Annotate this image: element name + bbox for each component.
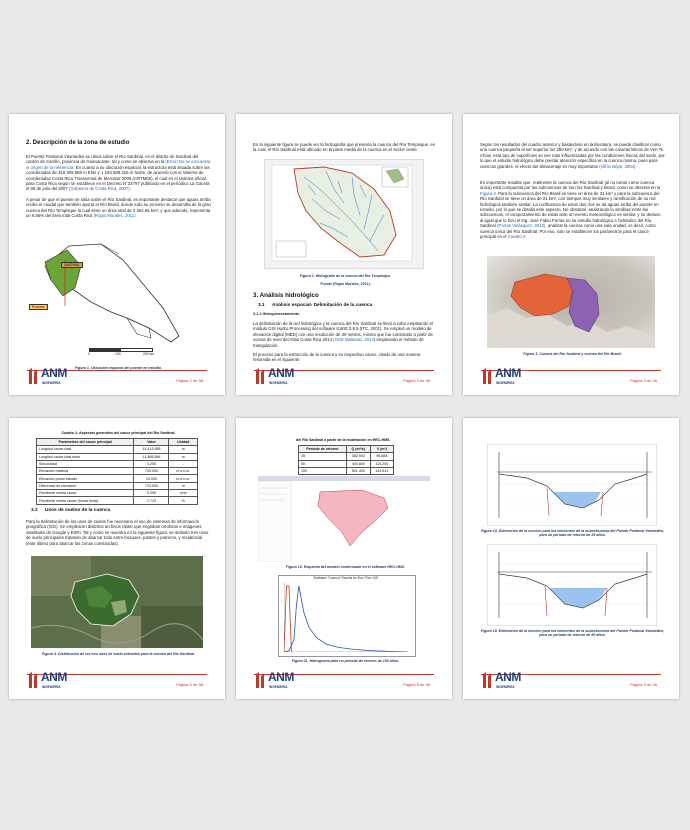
figure-caption: Figura 15. Estimación de la sección para los elementos de la subestructura del Puente Peatonal Vásmedes, para un período de retorno de 50 años. (480, 629, 665, 637)
reference-link[interactable]: (Ortiz Malavasi, 2014) (333, 337, 376, 343)
table-row (37, 468, 198, 475)
subsubsection-title: 3.1.1 Hidroprocesamiento (253, 312, 300, 316)
cross-section-25-chart (487, 444, 657, 526)
params-cell: Sinuosidad (37, 460, 134, 467)
page-number: Página 9 de 38 (630, 682, 657, 687)
text: El Puente Peatonal Vásmedes se ubica sobre el Río Sardinal, en el distrito de Sardinal del cantón de Carrillo, provincia de Guanacaste, tal y como se observa en la (26, 154, 199, 165)
table-row (37, 475, 198, 482)
logo-sub: INGENIERÍA (496, 685, 515, 689)
paragraph (26, 197, 211, 219)
page-number: Página 3 de 38 (403, 378, 430, 383)
logo-mark-icon (256, 672, 268, 688)
params-cell: - (169, 460, 198, 467)
params-cell: Elevación punto estudio (37, 475, 134, 482)
params-cell: 733.000 (134, 468, 169, 475)
params-header-1: Valor (134, 439, 169, 446)
table-row (37, 490, 198, 497)
page-title: 2. Descripción de la zona de estudio (26, 140, 130, 146)
table-row (299, 467, 394, 474)
reference-link[interactable]: (Error! No se encuentra el origen de la referencia. (26, 159, 211, 170)
logo-word: ANM (268, 366, 294, 380)
flows-cell: 25 (299, 453, 347, 460)
reference-link[interactable]: (Gobierno de Costa Rica, 2007). (69, 186, 131, 192)
page-2 (236, 114, 452, 395)
flows-cell: 143.813 (370, 467, 393, 474)
logo-word: ANM (495, 670, 521, 684)
subsection-title: Usos de suelos de la cuenca (45, 508, 111, 513)
text: Es importante resaltar que, realmente la cuenca del Río Sardinal (al no tomar como cuenca única) está compuesta por las subcuencas de los ríos Sardinal y Brasil, como se observa en la (480, 180, 661, 191)
paragraph: En la siguiente figura se puede ver la hidrografía que presenta la cuenca del Río Tempisque, en la cual, el Río Sardinal está ubicado en la parte media de la cuenca en el sector oeste. (253, 142, 436, 153)
params-cell: Elevación máxima (37, 468, 134, 475)
text: En cuanto a su ubicación espacial, la estructura está situada sobre las coordenadas de 319 309.988 m Este y 1 153 588.316 m Norte, de acuerdo con el sistema de coordenadas Costa Rica Transversal de Mercator 2005 (CRTM05), el cual es el sistema oficial para Costa Rica según se establece en el Decreto N°33797 publicado en el periódico La Gaceta el 06 de julio del 2007 (26, 164, 210, 192)
flows-cell: 100 (299, 467, 347, 474)
subsection-title: Análisis espacial- Delimitación de la cuenca (272, 303, 373, 308)
figure-caption: Figura 11. Hidrograma para un período de retorno de 100 años. (291, 659, 400, 663)
watershed-terrain-map (487, 256, 655, 348)
text: La delimitación de la red hidrológica y la cuenca del Río Sardinal se llevó a cabo empleando el módulo GIS Hydro Processing del software ILWIS 3.8.5 (ITC, 2001). Se empleó un modelo de elevación digital (MED) con una resolución de 30 metros, misma que fue construido a partir de curvas de nivel del Atlas Costa Rica 2014 (253, 321, 434, 343)
flows-cell: 114.200 (370, 460, 393, 467)
table-caption: Cuadro 2. Aspectos generales del cauce principal del Río Sardinal. (61, 431, 176, 435)
paragraph (253, 321, 438, 348)
scale-label-0: 0 (88, 352, 90, 356)
reference-link[interactable]: (Rojas Morales, 2011). (93, 213, 137, 219)
text: analizar la cuenca como una sola unidad, es decir, como cuenca única del Río Sardinal. Por eso, solo se establecen los parámetros para el cauce principal en el (480, 223, 656, 240)
table-row (37, 482, 198, 489)
company-logo (29, 368, 69, 390)
flows-header-2: V (m³) (370, 446, 393, 453)
company-logo (256, 368, 296, 390)
text: empleando el método de triangulación. (253, 337, 424, 348)
params-cell: 723.000 (134, 482, 169, 489)
params-cell: Pendiente media cauce (37, 490, 134, 497)
logo-mark-icon (29, 672, 41, 688)
company-logo (256, 672, 296, 694)
flows-header-0: Período de retorno (299, 446, 347, 453)
page-3 (463, 114, 679, 395)
cross-section-50-chart (487, 544, 657, 626)
logo-mark-icon (256, 368, 268, 384)
land-use-satellite-map (31, 556, 203, 648)
flows-cell: 96.884 (370, 453, 393, 460)
params-cell: Longitud cauce total recto (37, 453, 134, 460)
map-label-box: SARDINAL (61, 262, 83, 268)
hec-hms-model-screenshot (258, 476, 430, 562)
params-cell: 1.723 (134, 497, 169, 504)
params-cell: m (169, 453, 198, 460)
page-5 (236, 418, 452, 699)
figure-caption: Figura 14. Estimación de la sección para los elementos de la subestructura del Puente Peatonal Vásmedes, para un período de retorno de 25 años. (480, 529, 665, 537)
chart-title: Subbasin "Cuenca" Results for Run "Run 100" (313, 576, 379, 580)
logo-mark-icon (29, 368, 41, 384)
params-cell: m/m (169, 490, 198, 497)
figure-caption: Figura 4. Distribución de los tres usos de suelo extraídos para la cuenca del Río Sardinal. (42, 652, 195, 656)
paragraph (26, 154, 211, 192)
params-cell: 11,489.556 (134, 453, 169, 460)
company-logo (483, 368, 523, 390)
figure-caption: Figura 10. Esquema del modelo conformado en el software HEC-HMS. (285, 565, 406, 569)
flows-cell: 434.800 (346, 460, 370, 467)
flows-header-1: Q (m³/s) (346, 446, 370, 453)
figure-source: Fuente (Rojas Morales, 2011). (320, 282, 371, 286)
flows-cell: 382.900 (346, 453, 370, 460)
page-1 (9, 114, 225, 395)
paragraph (480, 142, 665, 169)
params-cell: % (169, 497, 198, 504)
reference-link[interactable]: (Villón Béjar, 2004). (599, 163, 637, 169)
scale-label-100: 100 (115, 352, 121, 356)
params-cell: m.s.n.m. (169, 475, 198, 482)
company-logo (29, 672, 69, 694)
series-line-outflow (284, 586, 408, 652)
text: A pesar de que el puente se sitúa sobre el Río Sardinal, es importante destacar que aguas arriba recibe el caudal que también aporta el Río Brasil, donde todo su proceso se desarrolla de la gran cuenca del Río Tempisque la cual tiene un área total de 3 354.65 km², y que además, representa un 6.56% del área total Costa Rica (26, 197, 211, 219)
params-cell: 10.000 (134, 475, 169, 482)
channel-parameters-table (36, 438, 198, 505)
paragraph (480, 180, 665, 239)
params-cell: 1.255 (134, 460, 169, 467)
params-header-2: Unidad (169, 439, 198, 446)
text: Según los resultados del cuadro anterior y basándose en la literatura, se puede clasificar como una cuenca pequeña al ser superior los 250 km², y de acuerdo con las características de Ven Te Chow, esta tipo de superficies se ven más influenciadas por las condiciones físicas del suelo, por lo que el estudio hidrológico debe prestar atención específica en la cuenca misma, pues para cuencas grandes, el efecto del almacenaje es muy importante (480, 142, 665, 169)
logo-mark-icon (483, 672, 495, 688)
table-caption: del Río Sardinal a partir de la modelación en HEC-HMS. (296, 438, 391, 442)
table-row (37, 446, 198, 453)
params-cell: 0.050 (134, 490, 169, 497)
subsection-number: 3.1 (258, 303, 265, 308)
paragraph: Para la delimitación de los usos de suelos fue necesario el uso de sistemas de información geográfica (SIG). Se emplearon distintos archivos ráster que engloban ortofotos e imágenes satelitales de Google y ESRI. Tal y como se muestra en la siguiente figura, se delimitó tres usos de suelo principales tratando de abarcar todo entre bosques, pastos y potreros, y residencial (este último para abarcar las zonas construidas). (26, 519, 209, 546)
params-cell: m (169, 482, 198, 489)
page-6 (463, 418, 679, 699)
logo-word: ANM (41, 366, 67, 380)
subsection-number: 3.2 (31, 508, 38, 513)
map-label-point: Puente (29, 304, 48, 310)
params-header-0: Parámetros del cauce principal (37, 439, 134, 446)
page-number: Página 5 de 38 (176, 682, 203, 687)
table-row (37, 460, 198, 467)
logo-sub: INGENIERÍA (269, 685, 288, 689)
logo-sub: INGENIERÍA (42, 685, 61, 689)
table-row (37, 497, 198, 504)
flows-cell: 50 (299, 460, 347, 467)
table-row (37, 453, 198, 460)
text: Para la subcuenca del Río Brasil se tiene un área de 31 km² y para la subcuenca del Río Sardinal se tiene un área de 21 km², con tiempos muy similares y ramificación de su red hidrológica también similar. La confluencia de estos dos ríos se da aguas arriba del puente en estudio, por lo que se detalla este aspecto. No obstante, analizando la similitud entre las subcuencas, el comportamiento de estas ante un evento meteorológico es similar, y se deduce, al igual que lo hizo el Ing. José Fabio Porras en su estudio hidrológico e hidráulico del Río Sardinal (480, 190, 662, 229)
figure-caption: Figura 3. Cuenca del Río Sardinal y cuenca del Río Brasil. (523, 352, 622, 356)
logo-sub: INGENIERÍA (496, 381, 515, 385)
section-heading: 3. Análisis hidrológico (253, 292, 319, 299)
flows-cell: 501.400 (346, 467, 370, 474)
logo-word: ANM (268, 670, 294, 684)
reference-link[interactable]: (Porras Velásquez, 2012), (496, 223, 547, 229)
hydrography-map (264, 159, 424, 269)
logo-sub: INGENIERÍA (269, 381, 288, 385)
params-cell: 14,413.958 (134, 446, 169, 453)
series-line-precipitation (284, 586, 291, 652)
location-map (31, 236, 191, 356)
company-logo (483, 672, 523, 694)
hydrograph-chart (284, 582, 408, 652)
reference-link[interactable]: Cuadro 2. (507, 234, 527, 240)
logo-word: ANM (41, 670, 67, 684)
page-number: Página 2 de 38 (176, 378, 203, 383)
reference-link[interactable]: Figura 3. (480, 190, 497, 196)
page-4 (9, 418, 225, 699)
params-cell: Diferencia de elevación (37, 482, 134, 489)
table-row (299, 460, 394, 467)
figure-caption: Figura 1. Ubicación espacial del puente en estudio. (74, 366, 163, 370)
page-number: Página 4 de 38 (630, 378, 657, 383)
logo-sub: INGENIERÍA (42, 381, 61, 385)
table-row (299, 453, 394, 460)
params-cell: Pendiente media cauce (forma recta) (37, 497, 134, 504)
figure-caption: Figura 2. Hidrografía de la cuenca del Río Tempisque. (299, 274, 392, 278)
params-cell: Longitud cauce total (37, 446, 134, 453)
params-cell: m.s.n.m. (169, 468, 198, 475)
logo-word: ANM (495, 366, 521, 380)
paragraph: El proceso para la extracción de la cuenca y su respectivo cauce, citado de una manera resumida es el siguiente: (253, 352, 421, 363)
page-number: Página 8 de 38 (403, 682, 430, 687)
params-cell: m (169, 446, 198, 453)
flow-results-table (298, 445, 394, 475)
scale-label-200: 200 km (143, 352, 155, 356)
logo-mark-icon (483, 368, 495, 384)
